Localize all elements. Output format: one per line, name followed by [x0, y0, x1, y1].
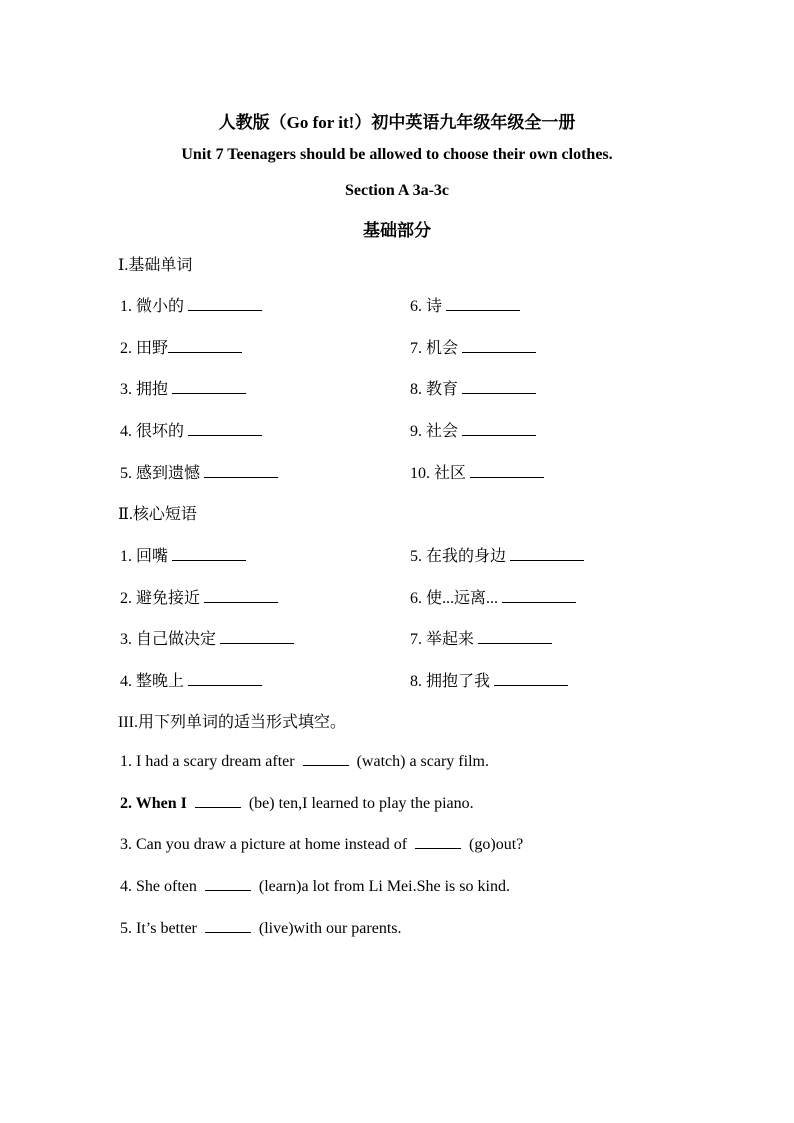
answer-blank[interactable] — [204, 588, 278, 603]
question-text: 3. Can you draw a picture at home instead of — [120, 836, 408, 853]
answer-blank[interactable] — [446, 296, 520, 311]
answer-blank[interactable] — [502, 588, 576, 603]
phrase-item — [410, 543, 584, 566]
fill-question — [120, 876, 510, 896]
answer-blank[interactable] — [204, 463, 278, 478]
phrase-item — [120, 543, 246, 566]
question-text: 5. It’s better — [120, 920, 197, 937]
answer-blank[interactable] — [195, 793, 241, 808]
word-item — [410, 418, 536, 441]
question-text: 4. She often — [120, 878, 197, 895]
answer-blank[interactable] — [172, 379, 246, 394]
question-text: (live)with our parents. — [258, 920, 402, 937]
phrase-item — [410, 626, 552, 649]
answer-blank[interactable] — [470, 463, 544, 478]
answer-blank[interactable] — [494, 671, 568, 686]
item-label: 1. 微小的 — [120, 298, 185, 315]
word-item — [120, 418, 262, 441]
answer-blank[interactable] — [188, 296, 262, 311]
section-2-heading: Ⅱ.核心短语 — [118, 506, 197, 523]
item-label: 6. 使...远离... — [410, 590, 499, 607]
answer-blank[interactable] — [205, 918, 251, 933]
answer-blank[interactable] — [172, 546, 246, 561]
item-label: 7. 机会 — [410, 340, 459, 357]
phrase-item — [120, 668, 262, 691]
answer-blank[interactable] — [510, 546, 584, 561]
part-title: 基础部分 — [363, 221, 431, 240]
word-item — [120, 376, 246, 399]
item-label: 8. 教育 — [410, 381, 459, 398]
answer-blank[interactable] — [462, 379, 536, 394]
word-item — [410, 335, 536, 358]
item-label: 1. 回嘴 — [120, 548, 169, 565]
item-label: 5. 在我的身边 — [410, 548, 507, 565]
item-label: 3. 拥抱 — [120, 381, 169, 398]
answer-blank[interactable] — [303, 751, 349, 766]
answer-blank[interactable] — [205, 876, 251, 891]
section-title: Section A 3a-3c — [345, 182, 449, 199]
section-3-heading: III.用下列单词的适当形式填空。 — [118, 714, 346, 731]
fill-question — [120, 751, 489, 771]
answer-blank[interactable] — [462, 338, 536, 353]
question-text: (be) ten,I learned to play the piano. — [248, 795, 474, 812]
fill-question — [120, 918, 402, 938]
item-label: 5. 感到遗憾 — [120, 465, 201, 482]
question-text: 1. I had a scary dream after — [120, 753, 295, 770]
word-item — [120, 460, 278, 483]
answer-blank[interactable] — [478, 629, 552, 644]
phrase-item — [120, 626, 294, 649]
fill-question — [120, 834, 523, 854]
question-text: (go)out? — [469, 836, 524, 853]
answer-blank[interactable] — [188, 671, 262, 686]
item-label: 4. 整晚上 — [120, 673, 185, 690]
item-label: 9. 社会 — [410, 423, 459, 440]
item-label: 8. 拥抱了我 — [410, 673, 491, 690]
word-item — [120, 293, 262, 316]
item-label: 2. 田野 — [120, 340, 169, 357]
item-label: 6. 诗 — [410, 298, 443, 315]
question-text: 2. When I — [120, 795, 187, 812]
item-label: 4. 很坏的 — [120, 423, 185, 440]
fill-question — [120, 793, 474, 813]
word-item — [410, 376, 536, 399]
answer-blank[interactable] — [188, 421, 262, 436]
answer-blank[interactable] — [220, 629, 294, 644]
word-item — [120, 335, 242, 358]
answer-blank[interactable] — [415, 834, 461, 849]
unit-title: Unit 7 Teenagers should be allowed to choose their own clothes. — [181, 146, 613, 163]
doc-title: 人教版（Go for it!）初中英语九年级年级全一册 — [218, 113, 576, 132]
answer-blank[interactable] — [462, 421, 536, 436]
phrase-item — [410, 668, 568, 691]
question-text: (watch) a scary film. — [356, 753, 489, 770]
question-text: (learn)a lot from Li Mei.She is so kind. — [258, 878, 510, 895]
word-item — [410, 293, 520, 316]
answer-blank[interactable] — [168, 338, 242, 353]
word-item — [410, 460, 544, 483]
phrase-item — [410, 585, 576, 608]
section-1-heading: Ⅰ.基础单词 — [118, 257, 193, 274]
phrase-item — [120, 585, 278, 608]
item-label: 2. 避免接近 — [120, 590, 201, 607]
item-label: 7. 举起来 — [410, 631, 475, 648]
item-label: 3. 自己做决定 — [120, 631, 217, 648]
item-label: 10. 社区 — [410, 465, 467, 482]
